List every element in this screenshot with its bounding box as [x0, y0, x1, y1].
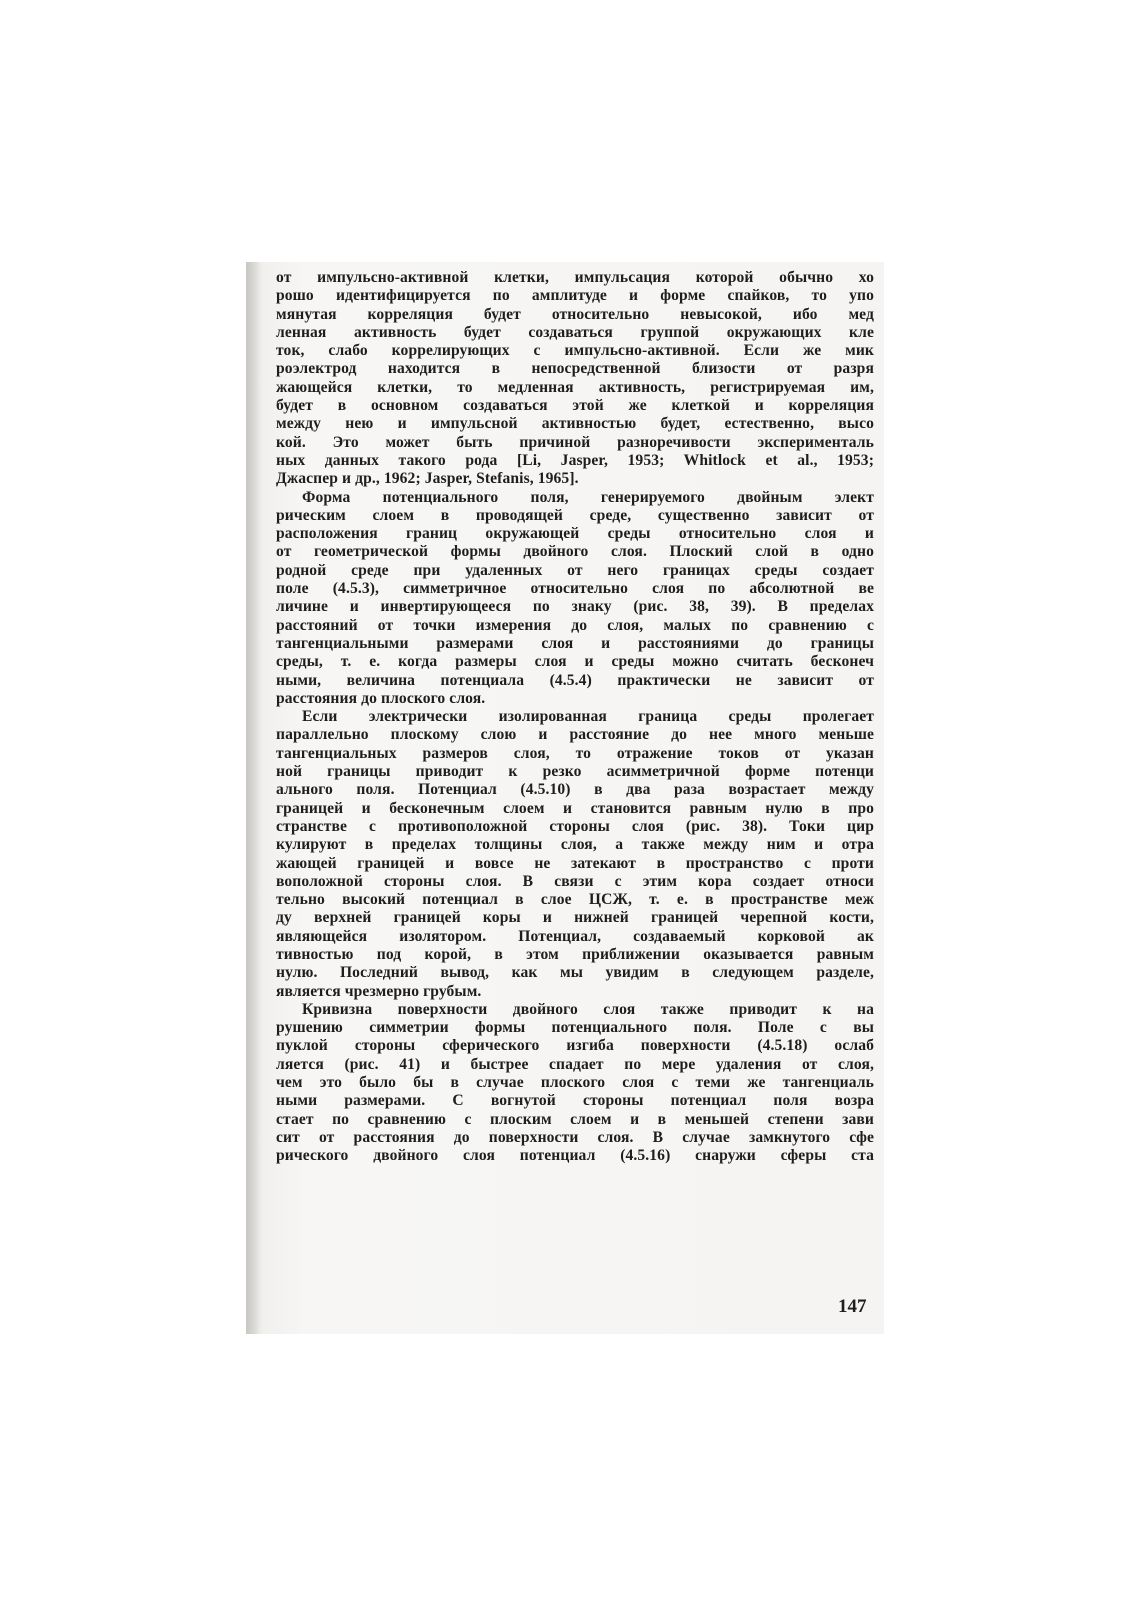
- text-line: расположения границ окружающей среды относительно слоя и: [276, 525, 874, 543]
- text-line: ток, слабо коррелирующих с импульсно-активной. Если же мик: [276, 342, 874, 360]
- text-line: тангенциальных размеров слоя, то отражение токов от указан: [276, 744, 874, 762]
- text-line: тангенциальными размерами слоя и расстояниями до границы: [276, 634, 874, 652]
- text-line: расстояния до плоского слоя.: [276, 689, 486, 707]
- text-line: Если электрически изолированная граница среды пролегает: [302, 708, 874, 726]
- text-line: чем это было бы в случае плоского слоя с теми же тангенциаль: [276, 1074, 874, 1092]
- text-line: Кривизна поверхности двойного слоя также приводит к на: [302, 1000, 874, 1018]
- text-line: жающей границей и вовсе не затекают в пространство с проти: [276, 854, 874, 872]
- text-line: сит от расстояния до поверхности слоя. В случае замкнутого сфе: [276, 1128, 874, 1146]
- text-line: поле (4.5.3), симметричное относительно слоя по абсолютной ве: [276, 580, 874, 598]
- text-line: кулируют в пределах толщины слоя, а также между ним и отра: [276, 836, 874, 854]
- text-line: рошо идентифицируется по амплитуде и форме спайков, то упо: [276, 287, 874, 305]
- paragraph-3: [276, 708, 874, 1001]
- text-line: будет в основном создаваться этой же клеткой и корреляция: [276, 397, 874, 415]
- text-line: тельно высокий потенциал в слое ЦСЖ, т. е. в пространстве меж: [276, 891, 874, 909]
- text-line: Форма потенциального поля, генерируемого двойным элект: [302, 488, 874, 506]
- text-line: рического двойного слоя потенциал (4.5.16) снаружи сферы ста: [276, 1147, 874, 1165]
- text-line: между нею и импульсной активностью будет, естественно, высо: [276, 415, 874, 433]
- text-line: ляется (рис. 41) и быстрее спадает по мере удаления от слоя,: [276, 1055, 874, 1073]
- text-line: параллельно плоскому слою и расстояние до нее много меньше: [276, 726, 874, 744]
- text-line: кой. Это может быть причиной разноречивости эксперименталь: [276, 433, 874, 451]
- text-line: пуклой стороны сферического изгиба поверхности (4.5.18) ослаб: [276, 1037, 874, 1055]
- text-line: расстояний от точки измерения до слоя, малых по сравнению с: [276, 616, 874, 634]
- paragraph-1: [276, 269, 874, 489]
- text-line: нулю. Последний вывод, как мы увидим в следующем разделе,: [276, 964, 874, 982]
- text-line: рическим слоем в проводящей среде, существенно зависит от: [276, 506, 874, 524]
- text-line: рушению симметрии формы потенциального поля. Поле с вы: [276, 1019, 874, 1037]
- text-line: роэлектрод находится в непосредственной близости от разря: [276, 360, 874, 378]
- text-line: тивностью под корой, в этом приближении оказывается равным: [276, 945, 874, 963]
- paragraph-4: [276, 1001, 874, 1166]
- text-line: является чрезмерно грубым.: [276, 982, 482, 1000]
- page-number: 147: [838, 1296, 867, 1317]
- text-line: ных данных такого рода [Li, Jasper, 1953; Whitlock et al., 1953;: [276, 451, 874, 469]
- text-line: от геометрической формы двойного слоя. Плоский слой в одно: [276, 543, 874, 561]
- text-line: среды, т. е. когда размеры слоя и среды можно считать бесконеч: [276, 653, 874, 671]
- text-line: жающейся клетки, то медленная активность, регистрируемая им,: [276, 378, 874, 396]
- page-gutter-shadow: [246, 262, 260, 1334]
- text-line: ными, величина потенциала (4.5.4) практически не зависит от: [276, 671, 874, 689]
- text-line: личине и инвертирующееся по знаку (рис. 38, 39). В пределах: [276, 598, 874, 616]
- text-line: родной среде при удаленных от него границах среды создает: [276, 561, 874, 579]
- paragraph-2: [276, 489, 874, 709]
- text-line: ду верхней границей коры и нижней границей черепной кости,: [276, 909, 874, 927]
- text-line: границей и бесконечным слоем и становится равным нулю в про: [276, 799, 874, 817]
- text-line: стает по сравнению с плоским слоем и в меньшей степени зави: [276, 1110, 874, 1128]
- text-line: ленная активность будет создаваться группой окружающих кле: [276, 323, 874, 341]
- text-line: воположной стороны слоя. В связи с этим кора создает относи: [276, 872, 874, 890]
- text-line: странстве с противоположной стороны слоя (рис. 38). Токи цир: [276, 817, 874, 835]
- text-line: мянутая корреляция будет относительно невысокой, ибо мед: [276, 305, 874, 323]
- body-text: [276, 269, 874, 1166]
- text-line: Джаспер и др., 1962; Jasper, Stefanis, 1965].: [276, 470, 579, 488]
- text-line: ными размерами. С вогнутой стороны потенциал поля возра: [276, 1092, 874, 1110]
- text-line: от импульсно-активной клетки, импульсация которой обычно хо: [276, 269, 874, 286]
- text-line: ной границы приводит к резко асимметричной форме потенци: [276, 763, 874, 781]
- text-line: ального поля. Потенциал (4.5.10) в два раза возрастает между: [276, 781, 874, 799]
- text-line: являющейся изолятором. Потенциал, создаваемый корковой ак: [276, 927, 874, 945]
